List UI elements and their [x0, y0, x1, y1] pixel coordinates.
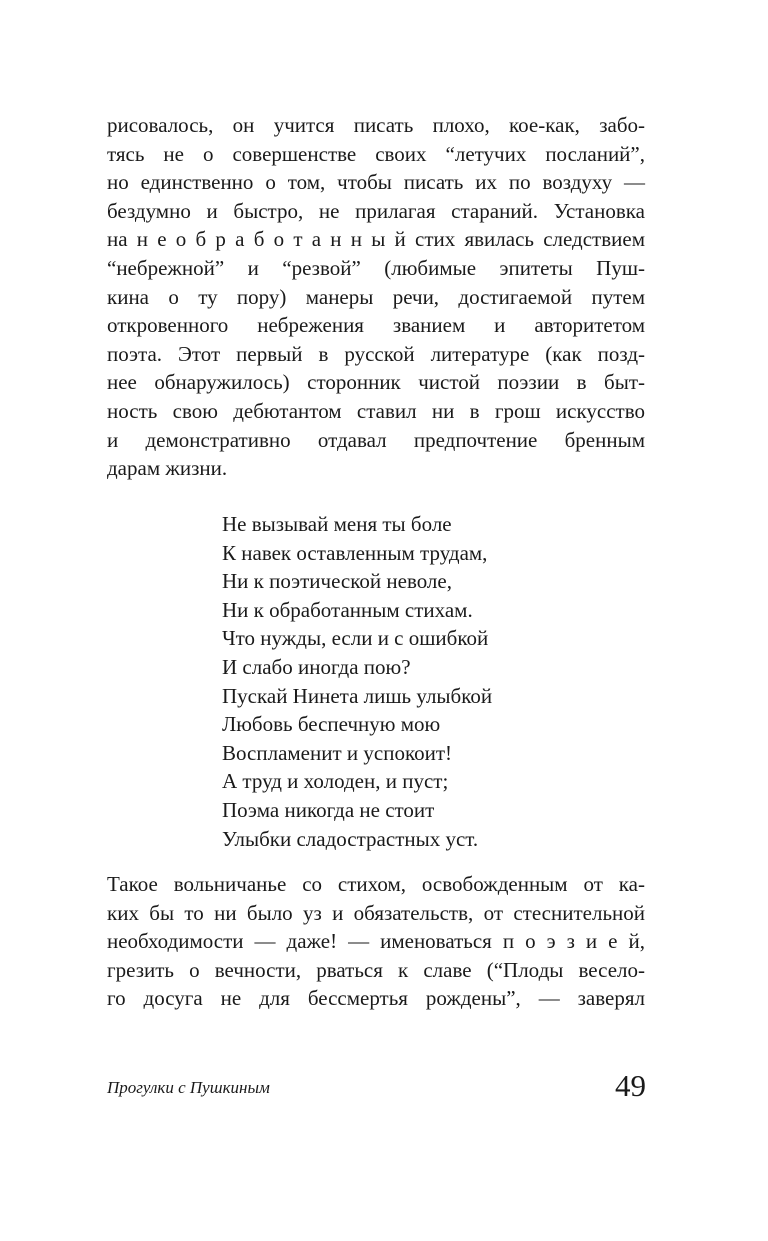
verse-line: А труд и холоден, и пуст; — [222, 769, 449, 794]
text-line: ность свою дебютантом ставил ни в грош искусство — [107, 398, 645, 423]
text-line: бездумно и быстро, не прилагая стараний. Установка — [107, 198, 645, 223]
running-footer-title: Прогулки с Пушкиным — [107, 1078, 270, 1097]
text-line: но единственно о том, чтобы писать их по воздуху — — [107, 170, 645, 195]
verse-line: Поэма никогда не стоит — [222, 797, 435, 822]
verse-line: Что нужды, если и с ошибкой — [222, 626, 489, 651]
verse-line: Не вызывай меня ты боле — [222, 512, 452, 536]
verse-line: Пускай Нинета лишь улыбкой — [222, 683, 493, 708]
text-line: Такое вольничанье со стихом, освобожденным от ка- — [107, 872, 645, 896]
text-line: го досуга не для бессмертья рождены”, — заверял — [107, 986, 645, 1011]
verse-line: Ни к поэтической неволе, — [222, 569, 452, 594]
text-line: и демонстративно отдавал предпочтение бренным — [107, 427, 645, 452]
text-line: необходимости — даже! — именоваться п о э з и е й, — [107, 929, 645, 954]
text-line: на н е о б р а б о т а н н ы й стих явилась следствием — [107, 227, 645, 252]
text-line: “небрежной” и “резвой” (любимые эпитеты Пуш- — [107, 255, 645, 280]
text-line: тясь не о совершенстве своих “летучих посланий”, — [107, 141, 645, 166]
text-line: дарам жизни. — [107, 456, 228, 481]
poem-quote — [222, 510, 642, 853]
text-line: кина о ту пору) манеры речи, достигаемой путем — [107, 284, 645, 309]
verse-line: И слабо иногда пою? — [222, 654, 411, 679]
verse-line: Любовь беспечную мою — [222, 712, 441, 737]
verse-line: Воспламенит и успокоит! — [222, 740, 452, 765]
verse-line: Улыбки сладострастных уст. — [222, 826, 479, 851]
text-line: ких бы то ни было уз и обязательств, от стеснительной — [107, 900, 645, 925]
paragraph-1 — [107, 111, 645, 483]
page-number: 49 — [615, 1068, 646, 1103]
text-line: грезить о вечности, рваться к славе (“Плоды весело- — [107, 957, 645, 982]
text-line: откровенного небрежения званием и авторитетом — [107, 313, 645, 338]
paragraph-2 — [107, 870, 645, 1013]
text-line: поэта. Этот первый в русской литературе (как позд- — [107, 341, 645, 366]
verse-line: К навек оставленным трудам, — [222, 540, 488, 565]
text-line: нее обнаружилось) сторонник чистой поэзии в быт- — [107, 370, 645, 395]
verse-line: Ни к обработанным стихам. — [222, 597, 473, 622]
text-line: рисовалось, он учится писать плохо, кое-как, забо- — [107, 113, 645, 137]
